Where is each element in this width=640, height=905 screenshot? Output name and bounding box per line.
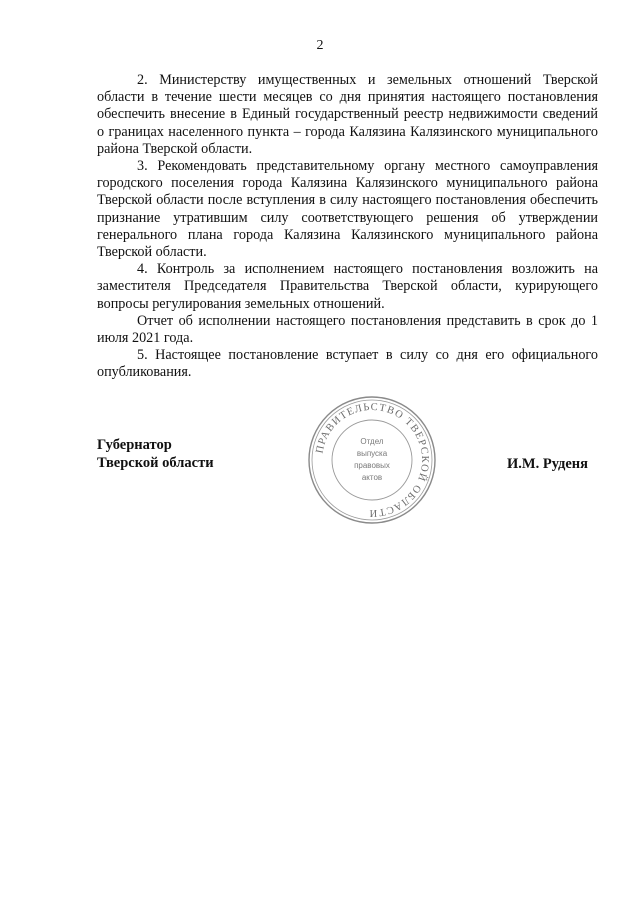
- signatory-title-line2: Тверской области: [97, 455, 214, 471]
- official-stamp: [304, 392, 440, 528]
- signatory-name: И.М. Руденя: [507, 456, 589, 472]
- paragraph-4: 4. Контроль за исполнением настоящего постановления возложить на заместителя Председателя Правительства Тверской области, курирующего вопросы регулирования земельных отношений.: [97, 261, 598, 312]
- paragraph-3: 3. Рекомендовать представительному органу местного самоуправления городского поселения города Калязина Калязинского муниципального района Тверской области после вступления в силу настоящего постановления обеспечить признание утратившим силу соответствующего решения об утверждении генерального плана города Калязина Калязинского муниципального района Тверской области.: [97, 158, 598, 261]
- page-number: 2: [316, 38, 324, 53]
- paragraph-report-deadline: Отчет об исполнении настоящего постановления представить в срок до 1 июля 2021 года.: [97, 312, 598, 347]
- stamp-ring-text: ПРАВИТЕЛЬСТВО ТВЕРСКОЙ ОБЛАСТИ: [314, 401, 431, 519]
- stamp-center-line3: правовых: [354, 461, 390, 470]
- stamp-center-line2: выпуска: [356, 449, 388, 458]
- signatory-title: [97, 436, 214, 472]
- signatory-title-line1: Губернатор: [97, 437, 172, 453]
- stamp-center-line1: Отдел: [360, 437, 384, 446]
- document-body: [97, 72, 598, 382]
- paragraph-5: 5. Настоящее постановление вступает в силу со дня его официального опубликования.: [97, 347, 598, 381]
- stamp-center-line4: актов: [361, 473, 383, 482]
- paragraph-2: 2. Министерству имущественных и земельных отношений Тверской области в течение шести месяцев со дня принятия настоящего постановления обеспечить внесение в Единый государственный реестр недвижимости сведений о границах населенного пункта – города Калязина Калязинского муниципального района Тверской области.: [97, 72, 598, 157]
